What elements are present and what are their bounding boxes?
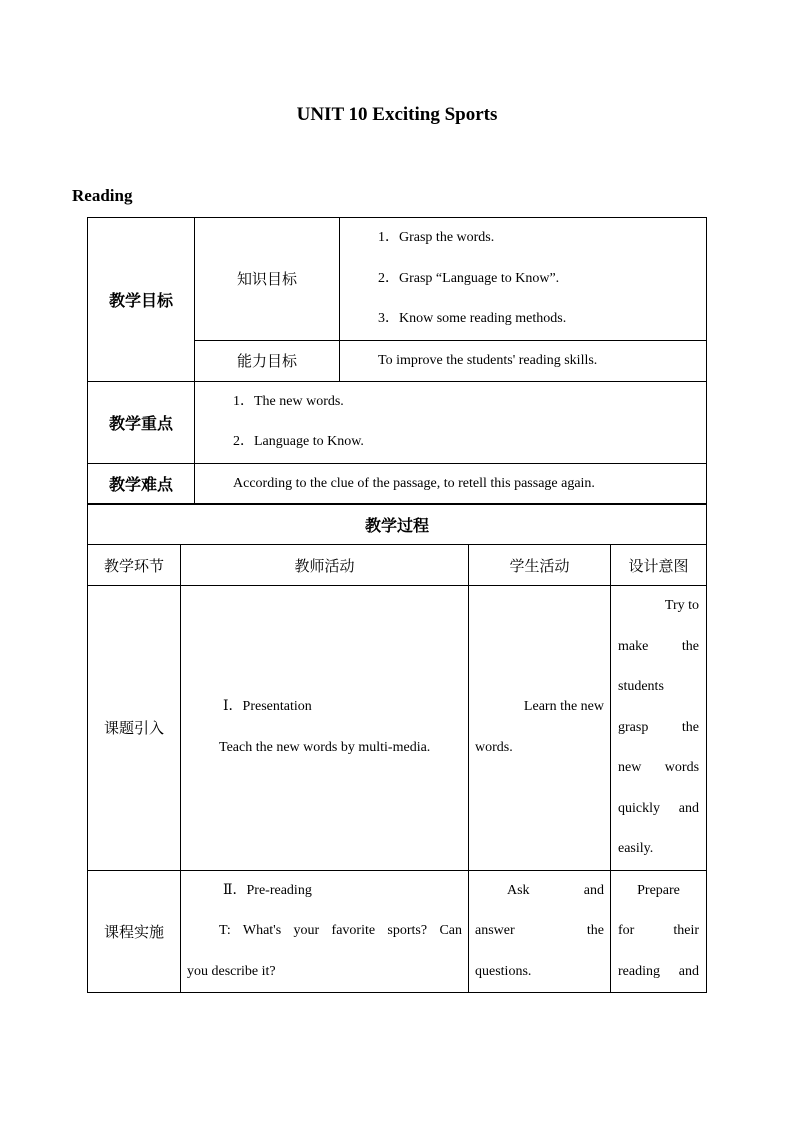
teacher-line: Ⅰ．Presentation	[223, 699, 312, 715]
stage-cell: 课题引入	[88, 586, 181, 871]
ability-text: To improve the students' reading skills.	[340, 340, 707, 381]
table-row	[88, 586, 707, 871]
teacher-line: Ⅱ．Pre-reading	[223, 882, 312, 898]
ability-label: 能力目标	[195, 340, 340, 381]
purpose-line: for their	[618, 923, 700, 938]
key-point-item: 1．The new words.	[233, 393, 344, 409]
key-point-item: 2．Language to Know.	[233, 434, 364, 449]
process-table	[87, 503, 707, 993]
difficulties-label: 教学难点	[88, 463, 195, 504]
teacher-line: T: What's your favorite sports? Can	[219, 923, 462, 938]
process-title: 教学过程	[88, 504, 707, 545]
purpose-line: new words	[618, 760, 700, 775]
purpose-line: reading and	[618, 963, 700, 979]
knowledge-label: 知识目标	[195, 218, 340, 341]
student-line: words.	[475, 739, 513, 755]
purpose-line: easily.	[618, 841, 654, 856]
student-line: Learn the new	[523, 699, 604, 715]
section-heading: Reading	[72, 186, 133, 205]
key-points-label: 教学重点	[88, 381, 195, 463]
document-title: UNIT 10 Exciting Sports	[296, 104, 498, 125]
objectives-table	[87, 217, 707, 505]
student-line: questions.	[475, 963, 532, 979]
teacher-line: you describe it?	[187, 963, 276, 979]
student-line: answer the	[475, 923, 604, 938]
header-teacher: 教师活动	[181, 545, 469, 586]
header-purpose: 设计意图	[611, 545, 707, 586]
student-cell	[469, 870, 611, 993]
knowledge-item: 2．Grasp “Language to Know”.	[378, 270, 560, 286]
knowledge-item: 1．Grasp the words.	[378, 230, 495, 245]
table-row	[88, 870, 707, 993]
teacher-cell	[181, 586, 469, 871]
difficulties-text: According to the clue of the passage, to retell this passage again.	[195, 463, 707, 504]
purpose-line: Try to	[664, 598, 700, 613]
purpose-line: quickly and	[618, 800, 700, 816]
student-cell	[469, 586, 611, 871]
header-student: 学生活动	[469, 545, 611, 586]
purpose-cell	[611, 870, 707, 993]
objectives-label: 教学目标	[88, 218, 195, 382]
knowledge-items	[340, 218, 707, 341]
purpose-line: students	[618, 679, 664, 694]
student-line: Ask and	[507, 882, 604, 898]
purpose-cell	[611, 586, 707, 871]
knowledge-item: 3．Know some reading methods.	[378, 311, 567, 326]
teacher-cell	[181, 870, 469, 993]
purpose-line: grasp the	[618, 719, 700, 735]
header-stage: 教学环节	[88, 545, 181, 586]
key-points-items	[195, 381, 707, 463]
purpose-line: make the	[618, 638, 700, 654]
purpose-line: Prepare	[637, 882, 680, 898]
stage-cell: 课程实施	[88, 870, 181, 993]
teacher-line: Teach the new words by multi-media.	[219, 739, 431, 755]
